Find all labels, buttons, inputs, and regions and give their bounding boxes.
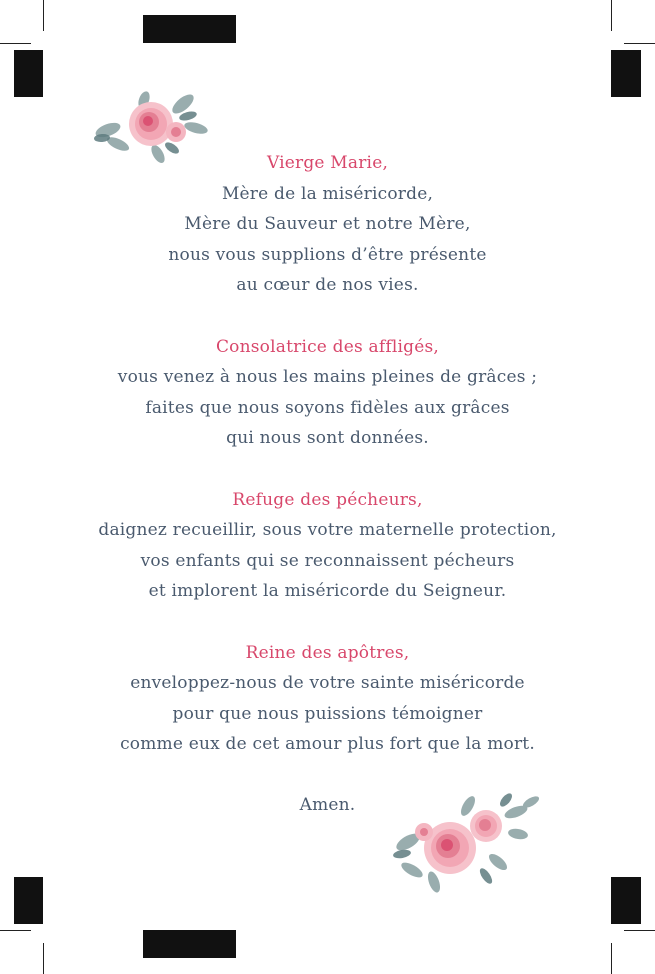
- registration-mark-left-top: [14, 50, 43, 97]
- rose-bouquet-bottom-icon: [386, 792, 546, 894]
- stanza-consolatrice: [0, 332, 655, 454]
- stanza-line: enveloppez-nous de votre sainte miséricorde: [130, 673, 525, 694]
- prayer-text: [0, 148, 655, 821]
- stanza-line: pour que nous puissions témoigner: [172, 703, 483, 724]
- crop-mark-br-v: [611, 943, 612, 974]
- stanza-line: qui nous sont données.: [226, 428, 429, 449]
- stanza-line: vous venez à nous les mains pleines de grâces ;: [117, 367, 538, 388]
- crop-mark-bl-h: [0, 930, 31, 931]
- stanza-line: et implorent la miséricorde du Seigneur.: [148, 581, 507, 602]
- registration-mark-right-bottom: [611, 877, 641, 924]
- stanza-heading: Vierge Marie,: [266, 153, 389, 173]
- registration-mark-right-top: [611, 50, 641, 97]
- stanza-line: Mère de la miséricorde,: [221, 183, 434, 204]
- registration-mark-top: [143, 15, 236, 43]
- stanza-line: au cœur de nos vies.: [236, 275, 419, 296]
- stanza-vierge-marie: [0, 148, 655, 301]
- crop-mark-tl-v: [43, 0, 44, 31]
- stanza-heading: Refuge des pécheurs,: [232, 489, 423, 510]
- crop-mark-tr-v: [611, 0, 612, 31]
- stanza-line: comme eux de cet amour plus fort que la mort.: [120, 734, 535, 755]
- stanza-line: faites que nous soyons fidèles aux grâces: [145, 397, 510, 418]
- crop-mark-tl-h: [0, 43, 31, 44]
- crop-mark-tr-h: [624, 43, 655, 44]
- stanza-refuge: [0, 485, 655, 607]
- closing-amen: Amen.: [299, 795, 356, 816]
- crop-mark-br-h: [624, 930, 655, 931]
- stanza-line: vos enfants qui se reconnaissent pécheurs: [140, 550, 515, 571]
- stanza-line: nous vous supplions d’être présente: [168, 244, 487, 265]
- stanza-reine: [0, 638, 655, 760]
- crop-mark-bl-v: [43, 943, 44, 974]
- stanza-line: daignez recueillir, sous votre maternelle protection,: [98, 520, 557, 541]
- stanza-heading: Reine des apôtres,: [245, 642, 410, 663]
- stanza-heading: Consolatrice des affligés,: [215, 336, 440, 357]
- registration-mark-left-bottom: [14, 877, 43, 924]
- stanza-line: Mère du Sauveur et notre Mère,: [184, 214, 471, 235]
- registration-mark-bottom: [143, 930, 236, 958]
